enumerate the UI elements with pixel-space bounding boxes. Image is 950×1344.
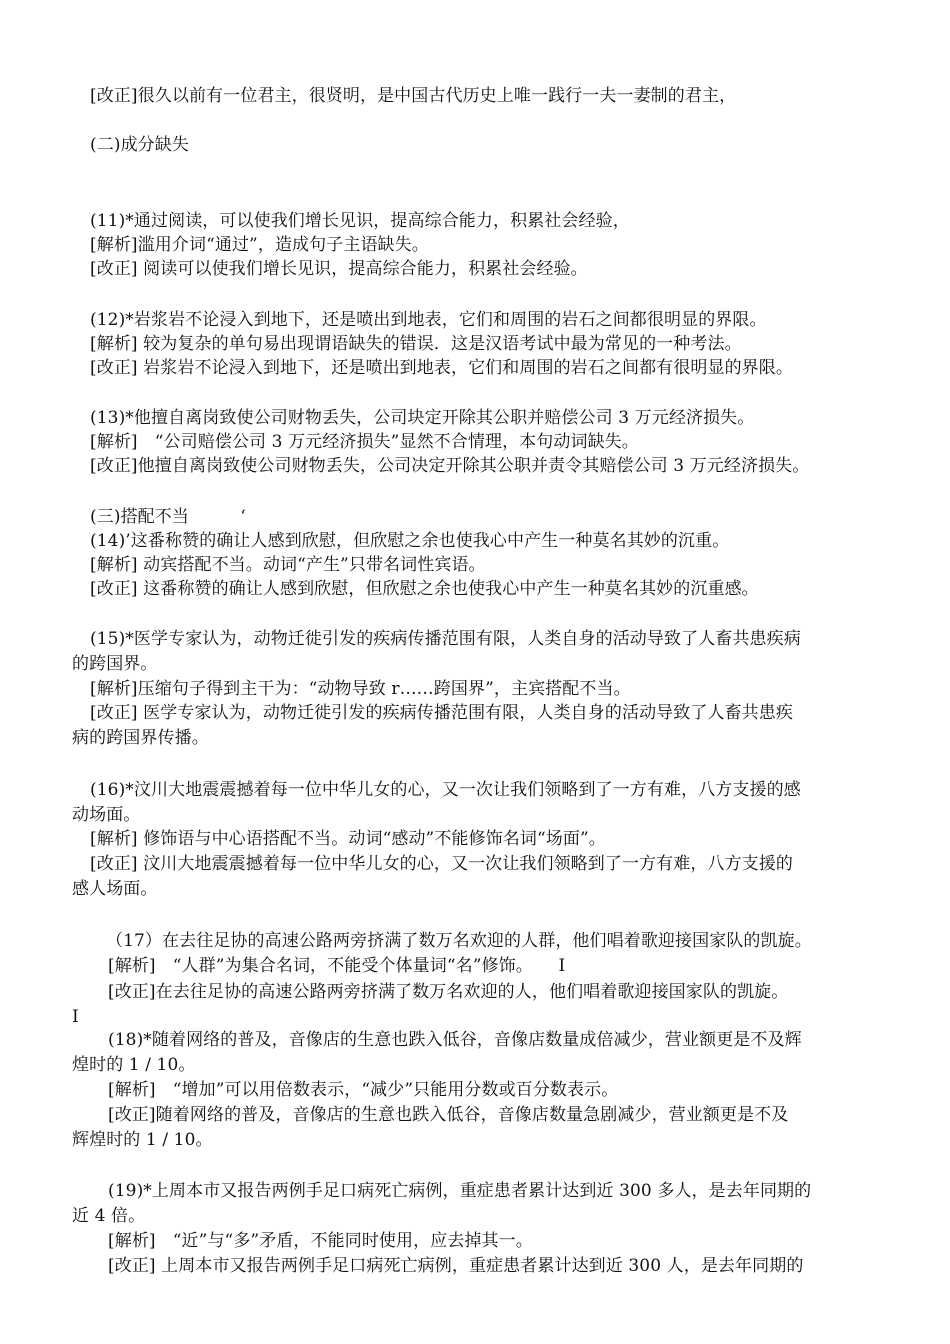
analysis-line: [解析] “公司赔偿公司 3 万元经济损失”显然不合情理，本句动词缺失。 (90, 432, 639, 452)
correction-line: [改正]他擅自离岗致使公司财物丢失，公司决定开除其公职并责令其赔偿公司 3 万元经济损失。 (90, 456, 810, 476)
correction-line: [改正] 阅读可以使我们增长见识，提高综合能力，积累社会经验。 (90, 259, 588, 279)
example-sentence-cont: 煌时的 1 / 10。 (72, 1055, 196, 1075)
section-heading: (二)成分缺失 (90, 135, 189, 155)
correction-line: [改正]随着网络的普及，音像店的生意也跌入低谷，音像店数量急剧减少，营业额更是不及 (108, 1105, 789, 1125)
analysis-line: [解析] 动宾搭配不当。动词“产生”只带名词性宾语。 (90, 555, 486, 575)
correction-line-cont: 辉煌时的 1 / 10。 (72, 1130, 213, 1150)
example-sentence: （17）在去往足协的高速公路两旁挤满了数万名欢迎的人群，他们唱着歌迎接国家队的凯旋。 (106, 931, 812, 951)
example-sentence: (18)*随着网络的普及，音像店的生意也跌入低谷，音像店数量成倍减少，营业额更是不及辉 (108, 1030, 802, 1050)
example-sentence: (12)*岩浆岩不论浸入到地下，还是喷出到地表，它们和周围的岩石之间都很明显的界限。 (90, 310, 767, 330)
analysis-line: [解析] 修饰语与中心语搭配不当。动词“感动”不能修饰名词“场面”。 (90, 829, 606, 849)
stray-mark: I (72, 1007, 79, 1027)
analysis-line: [解析] 较为复杂的单句易出现谓语缺失的错误．这是汉语考试中最为常见的一种考法。 (90, 334, 742, 354)
section-heading: (三)搭配不当 ‘ (90, 507, 246, 527)
correction-line: [改正] 医学专家认为，动物迁徙引发的疾病传播范围有限，人类自身的活动导致了人畜共患疾 (90, 703, 793, 723)
correction-line: [改正] 汶川大地震震撼着每一位中华儿女的心，又一次让我们领略到了一方有难，八方支援的 (90, 854, 793, 874)
example-sentence-cont: 近 4 倍。 (72, 1206, 146, 1226)
analysis-line: [解析] “增加”可以用倍数表示，“减少”只能用分数或百分数表示。 (108, 1080, 619, 1100)
analysis-line: [解析] “近”与“多”矛盾，不能同时使用，应去掉其一。 (108, 1231, 533, 1251)
correction-line: [改正] 上周本市又报告两例手足口病死亡病例，重症患者累计达到近 300 人，是去年同期的 (108, 1256, 804, 1276)
correction-line: [改正] 岩浆岩不论浸入到地下，还是喷出到地表，它们和周围的岩石之间都有很明显的界限。 (90, 358, 793, 378)
analysis-line: [解析]滥用介词“通过”，造成句子主语缺失。 (90, 235, 429, 255)
example-sentence: (11)*通过阅读，可以使我们增长见识，提高综合能力，积累社会经验， (90, 211, 630, 231)
example-sentence: (15)*医学专家认为，动物迁徙引发的疾病传播范围有限，人类自身的活动导致了人畜共患疾病 (90, 629, 801, 649)
correction-line: [改正]在去往足协的高速公路两旁挤满了数万名欢迎的人，他们唱着歌迎接国家队的凯旋。 (108, 982, 789, 1002)
analysis-line: [解析]压缩句子得到主干为：“动物导致 r……跨国界”，主宾搭配不当。 (90, 679, 631, 699)
example-sentence: (16)*汶川大地震震撼着每一位中华儿女的心，又一次让我们领略到了一方有难，八方支援的感 (90, 780, 801, 800)
text-line: [改正]很久以前有一位君主，很贤明，是中国古代历史上唯一践行一夫一妻制的君主， (90, 86, 737, 106)
example-sentence-cont: 动场面。 (72, 805, 141, 825)
example-sentence: (19)*上周本市又报告两例手足口病死亡病例，重症患者累计达到近 300 多人，是去年同期的 (108, 1181, 812, 1201)
example-sentence: (13)*他擅自离岗致使公司财物丢失，公司块定开除其公职并赔偿公司 3 万元经济损失。 (90, 408, 755, 428)
correction-line-cont: 感人场面。 (72, 879, 158, 899)
correction-line-cont: 病的跨国界传播。 (72, 728, 209, 748)
example-sentence: (14)’这番称赞的确让人感到欣慰，但欣慰之余也使我心中产生一种莫名其妙的沉重。 (90, 531, 730, 551)
example-sentence-cont: 的跨国界。 (72, 654, 158, 674)
analysis-line: [解析] “人群”为集合名词，不能受个体量词“名”修饰。 I (108, 956, 566, 976)
correction-line: [改正] 这番称赞的确让人感到欣慰，但欣慰之余也使我心中产生一种莫名其妙的沉重感。 (90, 579, 759, 599)
